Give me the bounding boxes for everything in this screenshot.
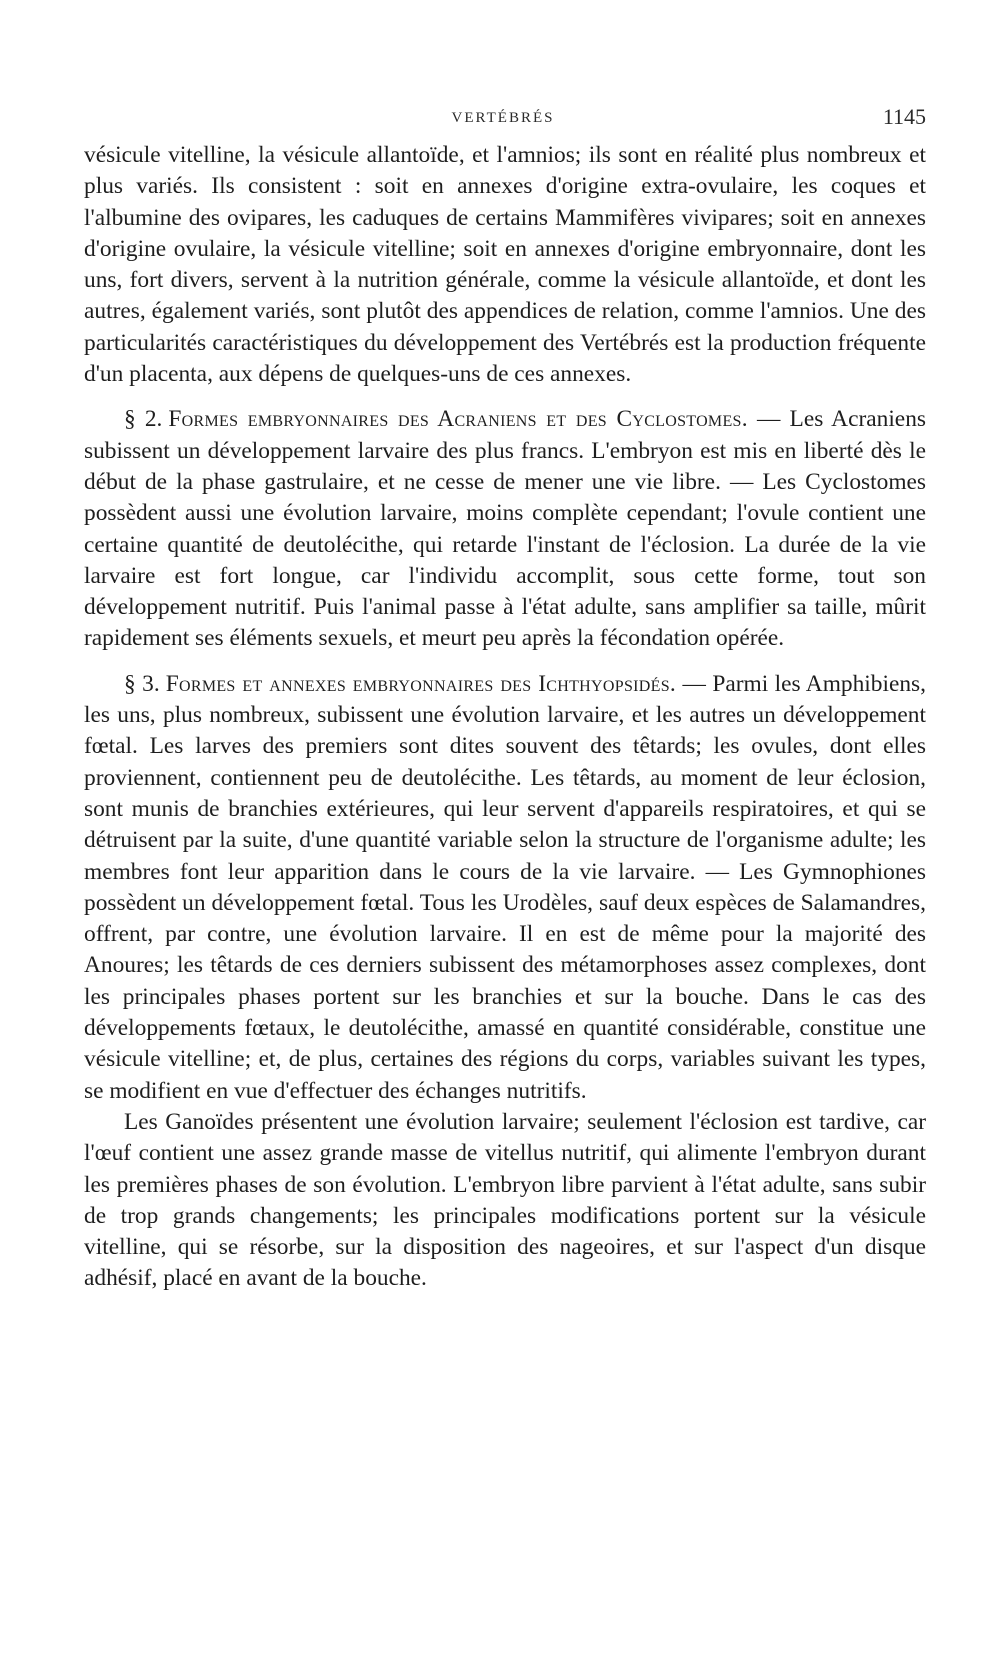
running-title: VERTÉBRÉS — [451, 110, 555, 126]
section-2-text: — Les Acraniens subissent un développement larvaire des plus francs. L'embryon est mis en liberté dès le début de la phase gastrulaire, et ne cesse de mener une vie libre. — Les Cyclostomes possèdent aussi une évolution larvaire, moins complète cependant; l'ovule contient une certaine quantité de deutolécithe, qui retarde l'instant de l'éclosion. La durée de la vie larvaire est fort longue, car l'individu accomplit, sous cette forme, tout son développement nutritif. Puis l'animal passe à l'état adulte, sans amplifier sa taille, mûrit rapidement ses éléments sexuels, et meurt peu après la fécondation opérée. — [84, 406, 926, 652]
paragraph-intro: vésicule vitelline, la vésicule allantoïde, et l'amnios; ils sont en réalité plus nombreux et plus variés. Ils consistent : soit en annexes d'origine extra-ovulaire, les coques et l'albumine des ovipares, les caduques de certains Mammifères vivipares; soit en annexes d'origine ovulaire, la vésicule vitelline; soit en annexes d'origine embryonnaire, dont les uns, fort divers, servent à la nutrition générale, comme la vésicule allantoïde, et dont les autres, également variés, sont plutôt des appendices de relation, comme l'amnios. Une des particularités caractéristiques du développement des Vertébrés est la production fréquente d'un placenta, aux dépens de quelques-uns de ces annexes. — [84, 142, 926, 388]
section-spacer — [84, 655, 926, 669]
section-spacer — [84, 390, 926, 404]
section-2-mark: § 2. — [124, 406, 163, 433]
page-number: 1145 — [882, 104, 926, 129]
running-head — [80, 104, 926, 132]
section-2-heading: Formes embryonnaires des Acraniens et des Cyclostomes. — [168, 406, 748, 433]
section-3-heading: Formes et annexes embryonnaires des Ichthyopsidés. — [165, 670, 677, 697]
body-text — [84, 140, 926, 1295]
section-3-paragraph-ganoides: Les Ganoïdes présentent une évolution larvaire; seulement l'éclosion est tardive, car l'œuf contient une assez grande masse de vitellus nutritif, qui alimente l'embryon durant les premières phases de son évolution. L'embryon libre parvient à l'état adulte, sans subir de trop grands changements; les principales modifications portent sur la vésicule vitelline, qui se résorbe, sur la disposition des nageoires, et sur l'aspect d'un disque adhésif, placé en avant de la bouche. — [84, 1108, 926, 1292]
section-3-mark: § 3. — [124, 670, 160, 697]
section-2-paragraph — [84, 404, 926, 654]
section-3-text: — Parmi les Amphibiens, les uns, plus nombreux, subissent une évolution larvaire, et les autres un développement fœtal. Les larves des premiers sont dites souvent des têtards; les ovules, dont elles proviennent, contiennent peu de deutolécithe. Les têtards, au moment de leur éclosion, sont munis de branchies extérieures, qui leur servent d'appareils respiratoires, et qui se détruisent par la suite, d'une quantité variable selon la structure de l'organisme adulte; les membres font leur apparition dans le cours de la vie larvaire. — Les Gymnophiones possèdent un développement fœtal. Tous les Urodèles, sauf deux espèces de Salamandres, offrent, par contre, une évolution larvaire. Il en est de même pour la majorité des Anoures; les têtards de ces derniers subissent des métamorphoses assez complexes, dont les principales phases portent sur les branchies et sur la bouche. Dans le cas des développements fœtaux, le deutolécithe, amassé en quantité considérable, constitue une vésicule vitelline; et, de plus, certaines des régions du corps, variables suivant les types, se modifient en vue d'effectuer des échanges nutritifs. — [84, 670, 926, 1104]
section-3-paragraph — [84, 669, 926, 1107]
